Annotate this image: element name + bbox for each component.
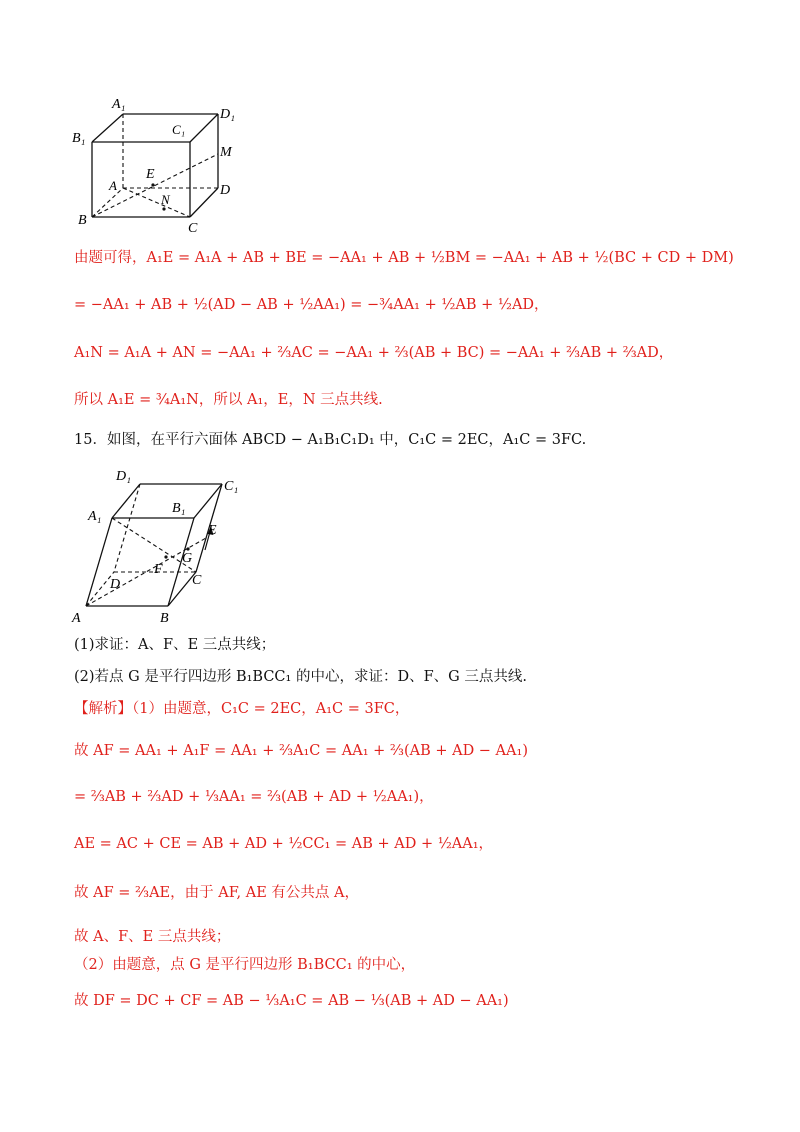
label-c1: C₁ (172, 122, 186, 137)
problem15-question2: (2)若点 G 是平行四边形 B₁BCC₁ 的中心，求证：D、F、G 三点共线. (74, 669, 527, 685)
label-c: C (192, 573, 202, 588)
label-g: G (182, 551, 193, 566)
box-diagram (60, 90, 260, 240)
figure-rectangular-box (60, 90, 260, 240)
label-a: A (109, 178, 117, 193)
solution15-line8: 故 DF = DC + CF = AB − ⅓A₁C = AB − ⅓(AB + AD − AA₁) (74, 993, 509, 1009)
label-d: D (110, 577, 121, 592)
label-e: E (146, 167, 155, 182)
label-m: M (220, 145, 232, 160)
label-b: B (160, 611, 169, 626)
solution15-line3: = ⅔AB + ⅔AD + ⅓AA₁ = ⅔(AB + AD + ½AA₁)， (74, 789, 434, 805)
solution15-line7: （2）由题意，点 G 是平行四边形 B₁BCC₁ 的中心， (74, 957, 416, 973)
solution14-line2: = −AA₁ + AB + ½(AD − AB + ½AA₁) = −¾AA₁ + ½AB + ½AD， (74, 297, 549, 313)
label-b: B (78, 213, 87, 228)
solution14-line1: 由题可得，A₁E = A₁A + AB + BE = −AA₁ + AB + ½BM = −AA₁ + AB + ½(BC + CD + DM) (74, 250, 734, 266)
figure-parallelepiped (60, 460, 260, 628)
solution15-line6: 故 A、F、E 三点共线； (74, 929, 231, 945)
solution15-line4: AE = AC + CE = AB + AD + ½CC₁ = AB + AD + ½AA₁， (74, 836, 494, 852)
solution15-line2: 故 AF = AA₁ + A₁F = AA₁ + ⅔A₁C = AA₁ + ⅔(AB + AD − AA₁) (74, 743, 528, 759)
label-b1: B₁ (172, 501, 186, 516)
label-n: N (161, 192, 170, 207)
problem15-stem: 15．如图，在平行六面体 ABCD − A₁B₁C₁D₁ 中，C₁C = 2EC，A₁C = 3FC. (74, 432, 587, 448)
solution15-line5: 故 AF = ⅔AE，由于 AF, AE 有公共点 A， (74, 885, 359, 901)
label-c1: C₁ (224, 479, 239, 494)
label-d1: D₁ (220, 107, 235, 122)
label-b1: B₁ (72, 131, 86, 146)
solution14-line4: 所以 A₁E = ¾A₁N，所以 A₁，E，N 三点共线. (74, 392, 383, 408)
label-a1: A₁ (112, 97, 126, 112)
label-d1: D₁ (116, 469, 131, 484)
label-a1: A₁ (88, 509, 102, 524)
problem15-question1: (1)求证：A、F、E 三点共线； (74, 637, 276, 653)
label-f: F (154, 562, 163, 577)
solution14-line3: A₁N = A₁A + AN = −AA₁ + ⅔AC = −AA₁ + ⅔(AB + BC) = −AA₁ + ⅔AB + ⅔AD， (74, 345, 674, 361)
parallelepiped-diagram (60, 460, 260, 628)
label-a: A (72, 611, 81, 626)
label-e: E (208, 523, 217, 538)
label-d: D (220, 183, 231, 198)
solution15-line1: 【解析】（1）由题意，C₁C = 2EC，A₁C = 3FC， (74, 701, 410, 717)
label-c: C (188, 221, 198, 236)
